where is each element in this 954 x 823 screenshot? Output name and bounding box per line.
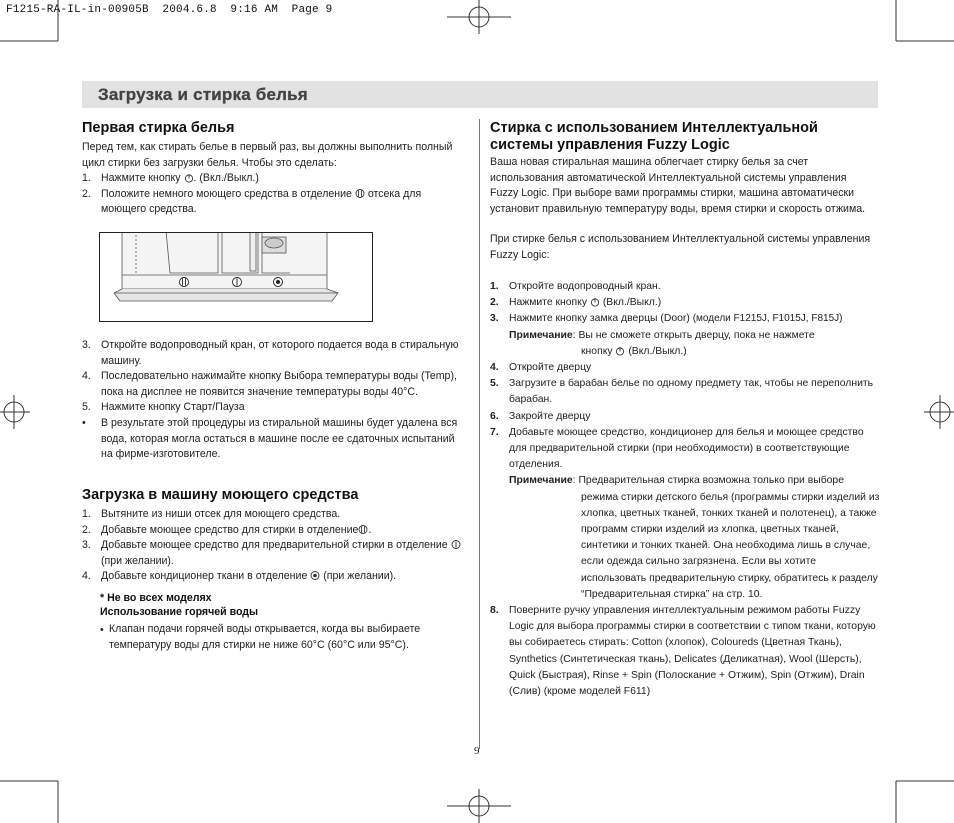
detergent-heading: Загрузка в машину моющего средства [82,487,359,503]
list-item: 3. Добавьте моющее средство для предварительной стирки в отделение (при желании). [82,538,462,569]
detergent-steps [82,507,462,585]
fuzzy-steps [490,279,882,700]
drawer-body [122,233,327,289]
first-wash-steps-a [82,171,457,218]
softener-icon [276,280,280,284]
list-item: 3. Откройте водопроводный кран, от которого подается вода в стиральную машину. [82,339,459,367]
compartment-ii-icon [358,524,368,535]
note-bullet: • [100,624,104,636]
list-item: • В результате этой процедуры из стиральной машины будет удалена вся вода, которая могла остаться в машине после ее сдаточных испытаний на фирме-изготовителе. [82,416,458,461]
list-item: 5. Нажмите кнопку Старт/Пауза [82,401,245,414]
list-item: 1. Вытяните из ниши отсек для моющего средства. [82,508,341,520]
power-icon [184,173,194,183]
list-item: 6. Закройте дверцу [490,410,591,422]
softener-icon [310,570,320,581]
column-divider [479,119,480,749]
list-item: 2. Добавьте моющее средство для стирки в отделение . [82,523,372,536]
compartment-ii-icon [180,278,189,287]
first-wash-intro: Перед тем, как стирать белье в первый раз, вы должны выполнить полный цикл стирки без загрузки белья. Чтобы это сделать: [82,141,453,169]
fuzzy-intro-1: Ваша новая стиральная машина облегчает стирку белья за счет использования автоматической Интеллектуальной системы управления Fuzzy Logic. При выборе вами программы стирки, машина автоматически установит правильную температуру воды, время стирки и скорость отжима. [490,156,866,215]
list-item: 1. Откройте водопроводный кран. [490,281,661,292]
page-title: Загрузка и стирка белья [98,85,308,104]
hot-water-note-heading [100,591,258,619]
list-item: 3. Нажмите кнопку замка дверцы (Door) (модели F1215J, F1015J, F815J) Примечание: Вы не сможете открыть дверцу, пока не нажмете кнопку (Вкл./Выкл.) [490,311,882,360]
list-item: 2. Нажмите кнопку (Вкл./Выкл.) [490,297,662,309]
detergent-drawer-illustration [99,232,373,322]
prewash-note: Примечание: Предварительная стирка возможна только при выборе [509,475,844,487]
list-item: 4. Откройте дверцу [490,362,592,374]
hot-water-note-text: Клапан подачи горячей воды открывается, когда вы выбираете температуру воды для стирки не ниже 60°C (60°C или 95°C). [109,623,421,651]
compartment-ii-icon [355,188,365,199]
list-item: 1. Нажмите кнопку . (Вкл./Выкл.) [82,172,259,184]
prewash-note-cont: режима стирки детского белья (программы стирки изделий из хлопка, цветных тканей, тонких тканей и полотенец), а также программ стирки изделий из хлопка, цветных тканей, синтетики и тонких тканей. Она необходима лишь в случае, если одежда сильно загрязнена. Если вы хотите использовать предварительную стирку, обратитесь к разделу “Предварительная стирка” на стр. 10. [581,491,880,600]
power-icon [615,346,625,356]
door-note: Примечание: Вы не сможете открыть дверцу, пока не нажмете [509,329,815,341]
compartment-i-icon [451,539,461,550]
fuzzy-intro-2: При стирке белья с использованием Интеллектуальной системы управления Fuzzy Logic: [490,233,871,261]
list-item: 4. Последовательно нажимайте кнопку Выбора температуры воды (Temp), пока на дисплее не появится значение температуры воды 40°C. [82,370,457,398]
list-item: 4. Добавьте кондиционер ткани в отделение (при желании). [82,570,397,583]
softener-cap [265,238,283,248]
power-icon [590,297,600,307]
page-title-bar [82,81,878,108]
list-item: 7. Добавьте моющее средство, кондиционер для белья и моющее средство для предварительной стирки (при необходимости) в соответствующие отделения. Примечание: Предварительная стирка возможна только при выборе режима стирки детского белья (программы стирки изделий из хлопка, цветных тканей, тонких тканей и полотенец), а также программ стирки изделий из хлопка, цветных тканей, синтетики и тонких тканей. Она необходима лишь в случае, если одежда сильно загрязнена. Если вы хотите использовать предварительную стирку, обратитесь к разделу “Предварительная стирка” на стр. 10. [490,425,882,603]
drawer-drawing [100,233,372,321]
drawer-line [250,233,256,271]
note-hot-water-title: Использование горячей воды [100,606,259,618]
first-wash-heading: Первая стирка белья [82,120,235,136]
drawer-front [114,289,338,301]
list-item: 2. Положите немного моющего средства в отделение отсека для моющего средства. [82,187,422,216]
list-item: 8. Поверните ручку управления интеллектуальным режимом работы Fuzzy Logic для выбора программы стирки в соответствии с типом ткани, которую вы собираетесь стирать: Cotton (хлопок), Coloureds (Цветная Ткань), Synthetics (Синтетическая ткань), Delicates (Деликатная), Wool (Шерсть), Quick (Быстрая), Rinse + Spin (Полоскание + Отжим), Spin (Отжим), Drain (Слив) (кроме моделей F611) [490,605,876,698]
print-header: F1215-RA-IL-in-00905B 2004.6.8 9:16 AM Page 9 [6,4,333,16]
note-models-line: * Не во всех моделях [100,592,212,604]
first-wash-steps-b [82,338,466,463]
list-item: 5. Загрузите в барабан белье по одному предмету так, чтобы не переполнить барабан. [490,378,874,406]
door-note-cont: кнопку (Вкл./Выкл.) [581,345,687,357]
page-number: 9 [474,745,480,757]
fuzzy-logic-heading: Стирка с использованием Интеллектуальной системы управления Fuzzy Logic [490,120,818,153]
